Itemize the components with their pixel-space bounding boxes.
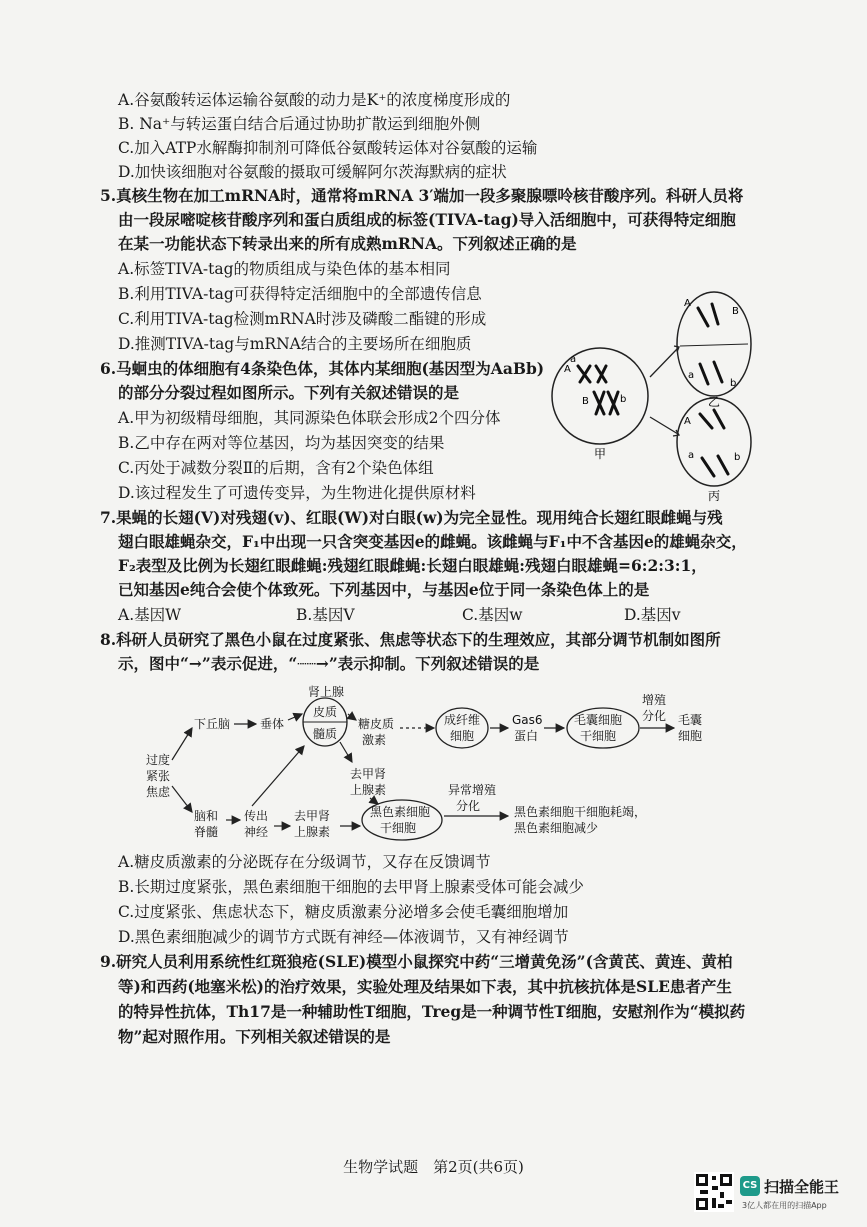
yi-label-a: a (688, 370, 695, 381)
prolif-label-2: 分化 (642, 709, 667, 723)
q9-stem-1: 9.研究人员利用系统性红斑狼疮(SLE)模型小鼠探究中药“三增黄免汤”(含黄芪、黄连、黄柏 (100, 952, 733, 971)
q7-stem-3: F₂表型及比例为长翅红眼雌蝇:残翅红眼雌蝇:长翅白眼雄蝇:残翅白眼雄蝇=6:2:3:1， (118, 556, 707, 575)
ne-bottom-label-1: 去甲肾 (294, 809, 331, 823)
efferent-label-1: 传出 (244, 809, 269, 823)
yi-label-b: b (730, 378, 737, 389)
stress-label-1: 过度 (146, 753, 171, 767)
bing-label-b: b (734, 452, 741, 463)
bing-label-a: a (688, 450, 695, 461)
q5-option-b: B.利用TIVA-tag可获得特定活细胞中的全部遗传信息 (118, 285, 482, 303)
bing-label-A: A (684, 416, 691, 427)
q8-option-a: A.糖皮质激素的分泌既存在分级调节，又存在反馈调节 (118, 853, 491, 871)
q6-option-a: A.甲为初级精母细胞，其同源染色体联会形成2个四分体 (118, 409, 501, 427)
q6-option-c: C.丙处于减数分裂Ⅱ的后期，含有2个染色体组 (118, 459, 434, 477)
medulla-label: 髓质 (313, 727, 338, 741)
fibro-label-1: 成纤维 (444, 713, 481, 727)
q5-stem-1: 5.真核生物在加工mRNA时，通常将mRNA 3′端加一段多聚腺嘌呤核苷酸序列。科研人员将 (100, 186, 744, 205)
arrow-to-bing (650, 417, 678, 434)
cell-yi-furrow (680, 344, 748, 346)
q8-option-b: B.长期过度紧张，黑色素细胞干细胞的去甲肾上腺素受体可能会减少 (118, 878, 584, 896)
pituitary-label: 垂体 (260, 717, 285, 731)
q6-stem-2: 的部分分裂过程如图所示。下列有关叙述错误的是 (118, 383, 460, 402)
adrenal-label: 肾上腺 (308, 685, 345, 699)
q8-option-c: C.过度紧张、焦虑状态下，糖皮质激素分泌增多会使毛囊细胞增加 (118, 903, 569, 921)
q9-stem-4: 物”起对照作用。下列相关叙述错误的是 (118, 1027, 391, 1046)
jia-label-A: A (564, 364, 571, 375)
q7-stem-2: 翅白眼雄蝇杂交，F₁中出现一只含突变基因e的雌蝇。该雌蝇与F₁中不含基因e的雄蝇杂交， (118, 532, 747, 551)
arrow-stress-hypothalamus (172, 728, 192, 760)
cortex-label: 皮质 (313, 705, 338, 719)
gc-label-2: 激素 (362, 733, 387, 747)
cell-division-figure (548, 282, 754, 504)
ne-top-label-2: 上腺素 (350, 783, 387, 797)
jia-label-a: a (570, 354, 577, 365)
q9-stem-2: 等)和西药(地塞米松)的治疗效果，实验处理及结果如下表，其中抗核抗体是SLE患者产生 (118, 977, 732, 996)
brain-label-2: 脊髓 (194, 825, 219, 839)
ne-top-label-1: 去甲肾 (350, 767, 387, 781)
stress-label-3: 焦虑 (146, 785, 171, 799)
mcsc-label-1: 黑色素细胞 (370, 805, 431, 819)
abnormal-label-2: 分化 (456, 799, 481, 813)
result-label-2: 黑色素细胞减少 (514, 821, 599, 835)
q5-option-c: C.利用TIVA-tag检测mRNA时涉及磷酸二酯键的形成 (118, 310, 487, 328)
prolif-label-1: 增殖 (642, 693, 667, 707)
yi-label-B: B (732, 306, 739, 317)
cell-jia-label: 甲 (594, 447, 607, 461)
gas6-label-1: Gas6 (512, 713, 543, 727)
gc-label-1: 糖皮质 (358, 717, 395, 731)
abnormal-label-1: 异常增殖 (448, 783, 497, 797)
arrow-efferent-medulla (252, 746, 304, 806)
brain-label-1: 脑和 (194, 809, 219, 823)
q7-option-d: D.基因v (624, 606, 681, 624)
cell-yi-label: 乙 (708, 395, 721, 409)
q8-stem-2: 示，图中“→”表示促进，“┈┈→”表示抑制。下列叙述错误的是 (118, 654, 540, 673)
scanner-watermark (694, 1170, 859, 1220)
efferent-label-2: 神经 (244, 825, 269, 839)
q7-stem-1: 7.果蝇的长翅(V)对残翅(v)、红眼(W)对白眼(w)为完全显性。现用纯合长翅红眼雌蝇与残 (100, 508, 723, 527)
q9-stem-3: 的特异性抗体，Th17是一种辅助性T细胞，Treg是一种调节性T细胞，安慰剂作为“模拟药 (118, 1002, 746, 1021)
page-footer: 生物学试题 第2页(共6页) (343, 1158, 524, 1176)
q6-stem-1: 6.马蛔虫的体细胞有4条染色体，其体内某细胞(基因型为AaBb) (100, 359, 545, 378)
yi-label-A: A (684, 298, 691, 309)
q4-option-d: D.加快该细胞对谷氨酸的摄取可缓解阿尔茨海默病的症状 (118, 163, 507, 181)
q5-stem-2: 由一段尿嘧啶核苷酸序列和蛋白质组成的标签(TIVA-tag)导入活细胞中，可获得特定细胞 (118, 210, 736, 229)
fibro-label-2: 细胞 (450, 729, 475, 743)
q4-option-a: A.谷氨酸转运体运输谷氨酸的动力是K⁺的浓度梯度形成的 (118, 91, 511, 109)
cell-yi-chromosomes (698, 304, 722, 384)
q6-option-d: D.该过程发生了可遗传变异，为生物进化提供原材料 (118, 484, 476, 502)
cell-bing-chromosomes (700, 410, 728, 476)
stress-label-2: 紧张 (146, 769, 171, 783)
gas6-label-2: 蛋白 (514, 729, 539, 743)
arrow-cortex-gc (348, 714, 356, 720)
q5-option-a: A.标签TIVA-tag的物质组成与染色体的基本相同 (118, 260, 451, 278)
q4-option-c: C.加入ATP水解酶抑制剂可降低谷氨酸转运体对谷氨酸的运输 (118, 139, 538, 157)
cs-logo: CS (740, 1176, 760, 1196)
q5-stem-3: 在某一功能状态下转录出来的所有成熟mRNA。下列叙述正确的是 (118, 234, 577, 253)
arrow-ne-top-mcsc (370, 798, 378, 804)
arrow-medulla-ne (340, 742, 352, 762)
arrow-stress-brain (172, 786, 192, 812)
q7-stem-4: 已知基因e纯合会使个体致死。下列基因中，与基因e位于同一条染色体上的是 (118, 580, 650, 599)
qr-code-icon (694, 1172, 734, 1212)
hair-label-1: 毛囊 (678, 713, 703, 727)
hypothalamus-label: 下丘脑 (194, 717, 231, 731)
q5-option-d: D.推测TIVA-tag与mRNA结合的主要场所在细胞质 (118, 335, 472, 353)
jia-label-b: b (620, 394, 627, 405)
q7-option-a: A.基因W (118, 606, 182, 624)
cell-jia-outline (552, 348, 648, 444)
mcsc-label-2: 干细胞 (380, 821, 417, 835)
scanner-slogan: 3亿人都在用的扫描App (742, 1201, 827, 1210)
arrow-pituitary-cortex (288, 714, 302, 720)
q4-option-b: B. Na⁺与转运蛋白结合后通过协助扩散运到细胞外侧 (118, 115, 481, 133)
q6-option-b: B.乙中存在两对等位基因，均为基因突变的结果 (118, 434, 445, 452)
jia-label-B: B (582, 396, 589, 407)
ne-bottom-label-2: 上腺素 (294, 825, 331, 839)
q8-stem-1: 8.科研人员研究了黑色小鼠在过度紧张、焦虑等状态下的生理效应，其部分调节机制如图所 (100, 630, 721, 649)
regulation-diagram (140, 680, 720, 850)
q8-option-d: D.黑色素细胞减少的调节方式既有神经—体液调节，又有神经调节 (118, 928, 569, 946)
hfsc-label-2: 干细胞 (580, 729, 617, 743)
q7-option-c: C.基因w (462, 606, 523, 624)
cell-bing-label: 丙 (708, 489, 721, 503)
arrow-to-yi (650, 348, 678, 377)
result-label-1: 黑色素细胞干细胞耗竭， (514, 805, 647, 819)
scanner-app-name: 扫描全能王 (764, 1178, 840, 1196)
q7-option-b: B.基因V (296, 606, 355, 624)
hfsc-label-1: 毛囊细胞 (574, 713, 623, 727)
hair-label-2: 细胞 (678, 729, 703, 743)
